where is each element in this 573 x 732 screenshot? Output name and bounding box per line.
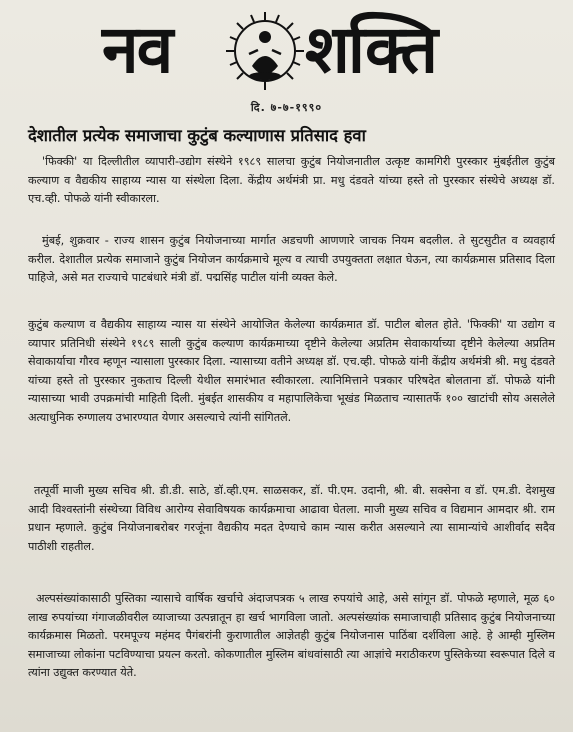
dateline: दि. ७-७-१९९० [250, 101, 323, 114]
article-paragraph: कुटुंब कल्याण व वैद्यकीय साहाय्य न्यास या संस्थेने आयोजित केलेल्या कार्यक्रमात डॉ. पाटील बोलत होते. 'फिक्की' या उद्योग व व्यापार प्रतिनिधी संस्थेने १९८९ साली कुटुंब कल्याण कार्यक्रमाच्या दृष्टीने केलेल्या अप्रतिम सेवाकार्याच्या दृष्टीने केलेल्या अप्रतिम सेवाकार्याचा गौरव म्हणून न्यासाला पुरस्कार दिला. न्यासाच्या वतीने अध्यक्ष डॉ. एच.व्ही. पोफळे यांनी केंद्रीय अर्थमंत्री श्री. मधु दंडवते यांच्या हस्ते तो पुरस्कार नुकताच दिल्ली येथील समारंभात स्वीकारला. त्यानिमित्ताने पत्रकार परिषदेत बोलताना डॉ. पोफळे यांनी न्यासाच्या भावी उपक्रमांची माहिती दिली. मुंबईत शासकीय व महापालिकेचा भूखंड मिळताच न्यासातर्फे १०० खाटांची सोय असलेले अत्याधुनिक रुग्णालय उभारण्यात येणार असल्याचे त्यांनी सांगितले. [28, 318, 555, 424]
article-paragraph: तत्पूर्वी माजी मुख्य सचिव श्री. डी.डी. साठे, डॉ.व्ही.एम. साळसकर, डॉ. पी.एम. उदानी, श्री. बी. सक्सेना व डॉ. एम.डी. देशमुख आदी विश्वस्तांनी संस्थेच्या विविध आरोग्य सेवाविषयक कार्यक्रमाचा आढावा घेतला. माजी मुख्य सचिव व विद्यमान आमदार श्री. राम प्रधान म्हणाले. कुटुंब नियोजनाबरोबर गरजूंना वैद्यकीय मदत देण्याचे काम न्यास करीत असल्याने त्या सामान्यांचे आशीर्वाद सदैव पाठीशी राहतील. [28, 484, 555, 553]
masthead [0, 6, 573, 98]
article-paragraph: मुंबई, शुक्रवार - राज्य शासन कुटुंब नियोजनाच्या मार्गात अडचणी आणणारे जाचक नियम बदलील. ते सुटसुटीत व व्यवहार्य करील. देशातील प्रत्येक समाजाने कुटुंब नियोजन कार्यक्रमाचे मूल्य व त्याची उपयुक्तता लक्षात घेऊन, त्या कार्यक्रमास प्रतिसाद दिला पाहिजे, असे मत राज्याचे पाटबंधारे मंत्री डॉ. पद्मसिंह पाटील यांनी व्यक्त केले. [28, 234, 555, 285]
masthead-title-left: नव [102, 11, 172, 88]
masthead-title-right: शक्ति [305, 11, 436, 88]
article-headline: देशातील प्रत्येक समाजाचा कुटुंब कल्याणास प्रतिसाद हवा [28, 126, 366, 145]
article-paragraph: 'फिक्की' या दिल्लीतील व्यापारी-उद्योग संस्थेने १९८९ सालचा कुटुंब नियोजनातील उत्कृष्ट कामगिरी पुरस्कार मुंबईतील कुटुंब कल्याण व वैद्यकीय साहाय्य न्यास या संस्थेला दिला. केंद्रीय अर्थमंत्री प्रा. मधु दंडवते यांच्या हस्ते तो पुरस्कार संस्थेचे अध्यक्ष डॉ. एच.व्ही. पोफळे यांनी स्वीकारला. [28, 155, 555, 206]
goddess-emblem-icon [222, 8, 308, 94]
article-paragraph: अल्पसंख्यांकासाठी पुस्तिका न्यासाचे वार्षिक खर्चाचे अंदाजपत्रक ५ लाख रुपयांचे आहे, असे सांगून डॉ. पोफळे म्हणाले, मूळ ६० लाख रुपयांच्या गंगाजळीवरील व्याजाच्या उत्पन्नातून हा खर्च भागविला जातो. अल्पसंख्यांक समाजाचाही प्रतिसाद कुटुंब नियोजनाच्या कार्यक्रमास मिळतो. परमपूज्य महंमद पैगंबरांनी कुराणातील आज्ञेतही कुटुंब नियोजनास पाठिंबा दर्शविला आहे. हे आम्ही मुस्लिम समाजाच्या लोकांना पटविण्याचा प्रयत्न करतो. कोकणातील मुस्लिम बांधवांसाठी त्या आज्ञांचे मराठीकरण पुस्तिकेच्या स्वरूपात दिले व त्यांना उद्युक्त करण्यात येते. [28, 592, 555, 680]
